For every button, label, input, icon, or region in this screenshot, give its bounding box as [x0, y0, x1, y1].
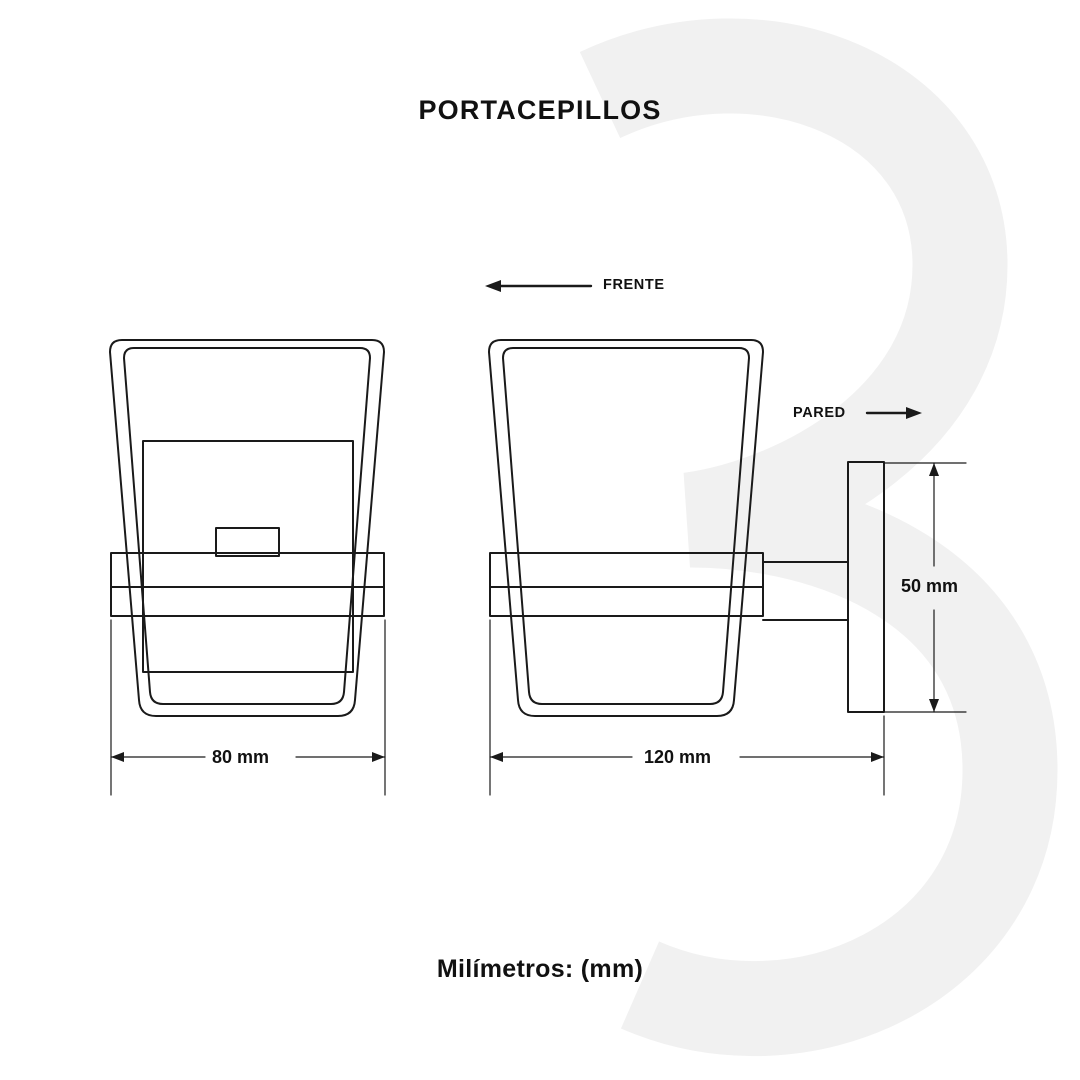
page-title: PORTACEPILLOS [418, 95, 662, 125]
depth-dimension-label: 120 mm [644, 747, 712, 767]
front-view-dimension-lines [111, 620, 385, 795]
side-view-dimension-lines [490, 620, 884, 795]
height-dimension-label: 50 mm [901, 576, 959, 596]
side-view-geometry [489, 340, 884, 716]
width-dimension-label: 80 mm [212, 747, 270, 767]
wall-direction-label: PARED [793, 405, 846, 421]
front-view-geometry [110, 340, 384, 716]
units-note: Milímetros: (mm) [436, 955, 644, 983]
front-direction-label: FRENTE [603, 277, 665, 293]
